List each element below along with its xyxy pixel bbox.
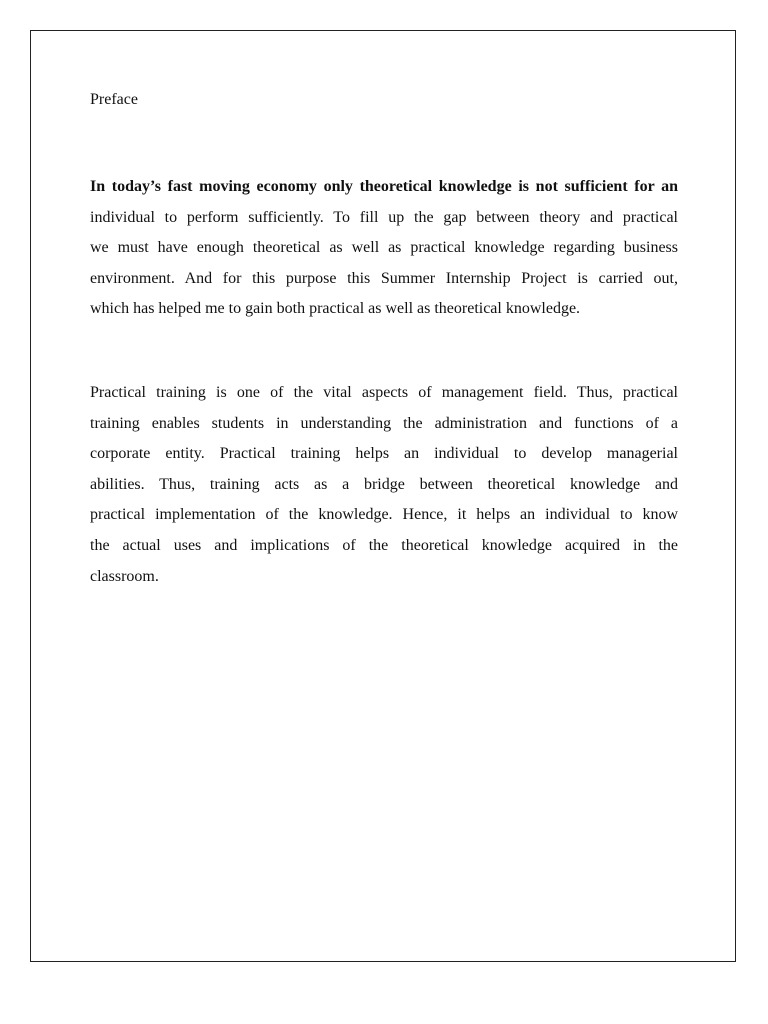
paragraph-line: the actual uses and implications of the theoretical knowledge acquired in the [90, 536, 678, 554]
paragraph-line: abilities. Thus, training acts as a bridge between theoretical knowledge and [90, 475, 678, 493]
paragraph-line: environment. And for this purpose this Summer Internship Project is carried out, [90, 269, 678, 287]
page-title: Preface [90, 91, 138, 108]
paragraph-line: we must have enough theoretical as well as practical knowledge regarding business [90, 239, 678, 257]
paragraph-line: practical implementation of the knowledge. Hence, it helps an individual to know [90, 506, 678, 524]
preface-paragraph-2 [90, 378, 678, 592]
paragraph-line: In today’s fast moving economy only theoretical knowledge is not sufficient for an [90, 178, 678, 195]
paragraph-line: training enables students in understanding the administration and functions of a [90, 414, 678, 432]
paragraph-line: Practical training is one of the vital aspects of management field. Thus, practical [90, 384, 678, 401]
preface-paragraph-1 [90, 172, 678, 325]
paragraph-line: individual to perform sufficiently. To fill up the gap between theory and practical [90, 208, 678, 226]
paragraph-line: corporate entity. Practical training helps an individual to develop managerial [90, 445, 678, 463]
paragraph-line: which has helped me to gain both practical as well as theoretical knowledge. [90, 300, 581, 318]
paragraph-line: classroom. [90, 567, 159, 585]
